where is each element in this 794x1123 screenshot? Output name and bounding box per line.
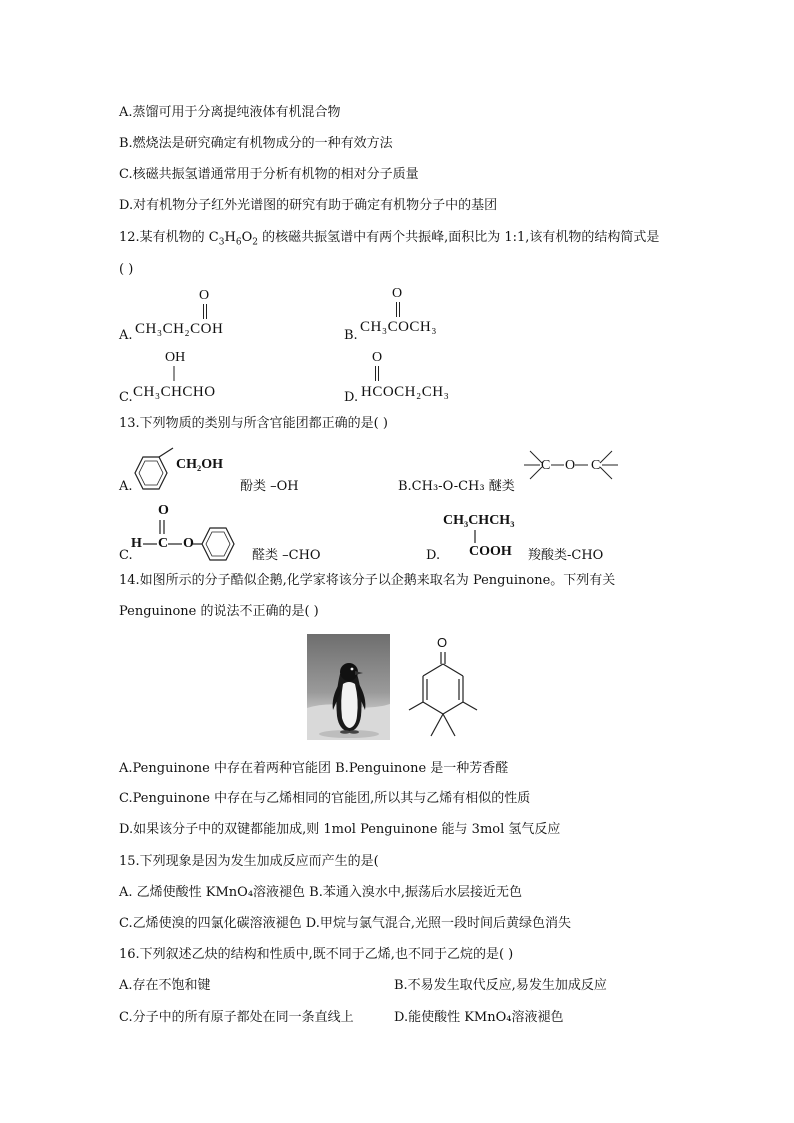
penguin-photo [307, 634, 390, 740]
q12-option-a-double-bond [202, 304, 208, 320]
q12-option-a-label: A. [119, 328, 133, 343]
q13-option-c-h: H [131, 536, 142, 551]
q13-option-b-c1: C [541, 458, 551, 473]
q13-option-a-label: A. [119, 479, 133, 494]
q12-option-b-formula: CH₃COCH₃ [360, 319, 437, 335]
q12-answer-paren: ( ) [119, 262, 134, 277]
q13-option-d-label: D. [426, 548, 441, 563]
q16-option-b: B.不易发生取代反应,易发生加成反应 [394, 978, 607, 993]
q12-option-c-single-bond [172, 366, 176, 382]
q14-option-ab: A.Penguinone 中存在着两种官能团 B.Penguinone 是一种芳香醛 [119, 761, 509, 776]
q13-option-d-bond [473, 530, 477, 544]
q11-option-a: A.蒸馏可用于分离提纯液体有机混合物 [119, 105, 341, 120]
q16-option-a: A.存在不饱和键 [119, 978, 211, 993]
q11-option-d: D.对有机物分子红外光谱图的研究有助于确定有机物分子中的基团 [119, 198, 498, 213]
q12-option-d-carbonyl-o: O [372, 350, 383, 365]
q13-option-b-o: O [565, 458, 576, 473]
q13-option-c-c: C [158, 536, 169, 551]
q12-option-b-label: B. [344, 328, 358, 343]
q13-option-c-desc: 醛类 –CHO [252, 548, 321, 563]
q16-option-d: D.能使酸性 KMnO₄溶液褪色 [394, 1010, 564, 1025]
q13-option-c-label: C. [119, 548, 133, 563]
q13-stem: 13.下列物质的类别与所含官能团都正确的是( ) [119, 416, 388, 431]
q13-option-d-desc: 羧酸类-CHO [528, 548, 604, 563]
benzene-ring-icon [133, 454, 179, 494]
q12-option-c-label: C. [119, 390, 133, 405]
penguinone-structure [405, 650, 485, 742]
q13-option-a-desc: 酚类 –OH [240, 479, 299, 494]
q12-option-c-hydroxyl: OH [165, 350, 186, 365]
q16-stem: 16.下列叙述乙炔的结构和性质中,既不同于乙烯,也不同于乙烷的是( ) [119, 947, 514, 962]
ester-structure [140, 516, 246, 560]
q12-option-d-formula: HCOCH₂CH₃ [361, 384, 450, 400]
q15-stem: 15.下列现象是因为发生加成反应而产生的是( [119, 854, 379, 869]
q14-stem-line2: Penguinone 的说法不正确的是( ) [119, 604, 319, 619]
q12-option-d-label: D. [344, 390, 359, 405]
q14-option-d: D.如果该分子中的双键都能加成,则 1mol Penguinone 能与 3mol 氢气反应 [119, 822, 561, 837]
q12-option-d-double-bond [374, 366, 380, 382]
q12-stem: 12.某有机物的 $C_3H_6O_2$ 的核磁共振氢谱中有两个共振峰,面积比为 1:1,该有机物的结构简式是 [119, 230, 660, 248]
q13-option-a-group: CH₂OH [176, 457, 223, 472]
q13-option-d-bottom: COOH [469, 544, 512, 559]
q12-option-b-carbonyl-o: O [392, 286, 403, 301]
q12-option-b-double-bond [395, 302, 401, 318]
q13-option-c-o: O [183, 536, 194, 551]
q12-option-a-formula: CH₃CH₂COH [135, 321, 224, 337]
q12-option-c-formula: CH₃CHCHO [133, 384, 216, 400]
q14-stem-line1: 14.如图所示的分子酷似企鹅,化学家将该分子以企鹅来取名为 Penguinone。下列有关 [119, 573, 616, 588]
q11-option-b: B.燃烧法是研究确定有机物成分的一种有效方法 [119, 136, 393, 151]
q15-option-ab: A. 乙烯使酸性 KMnO₄溶液褪色 B.苯通入溴水中,振荡后水层接近无色 [119, 885, 523, 900]
q13-option-c-top-o: O [158, 503, 169, 518]
q11-option-c: C.核磁共振氢谱通常用于分析有机物的相对分子质量 [119, 167, 419, 182]
q16-option-c: C.分子中的所有原子都处在同一条直线上 [119, 1010, 354, 1025]
q13-option-b-c2: C [591, 458, 601, 473]
q13-option-d-top: CH₃CHCH₃ [443, 513, 515, 528]
penguinone-carbonyl-o: O [437, 635, 448, 650]
q13-option-b-text: B.CH₃-O-CH₃ 醚类 [398, 479, 515, 494]
q12-option-a-carbonyl-o: O [199, 288, 210, 303]
q15-option-cd: C.乙烯使溴的四氯化碳溶液褪色 D.甲烷与氯气混合,光照一段时间后黄绿色消失 [119, 916, 571, 931]
q14-option-c: C.Penguinone 中存在与乙烯相同的官能团,所以其与乙烯有相似的性质 [119, 791, 531, 806]
